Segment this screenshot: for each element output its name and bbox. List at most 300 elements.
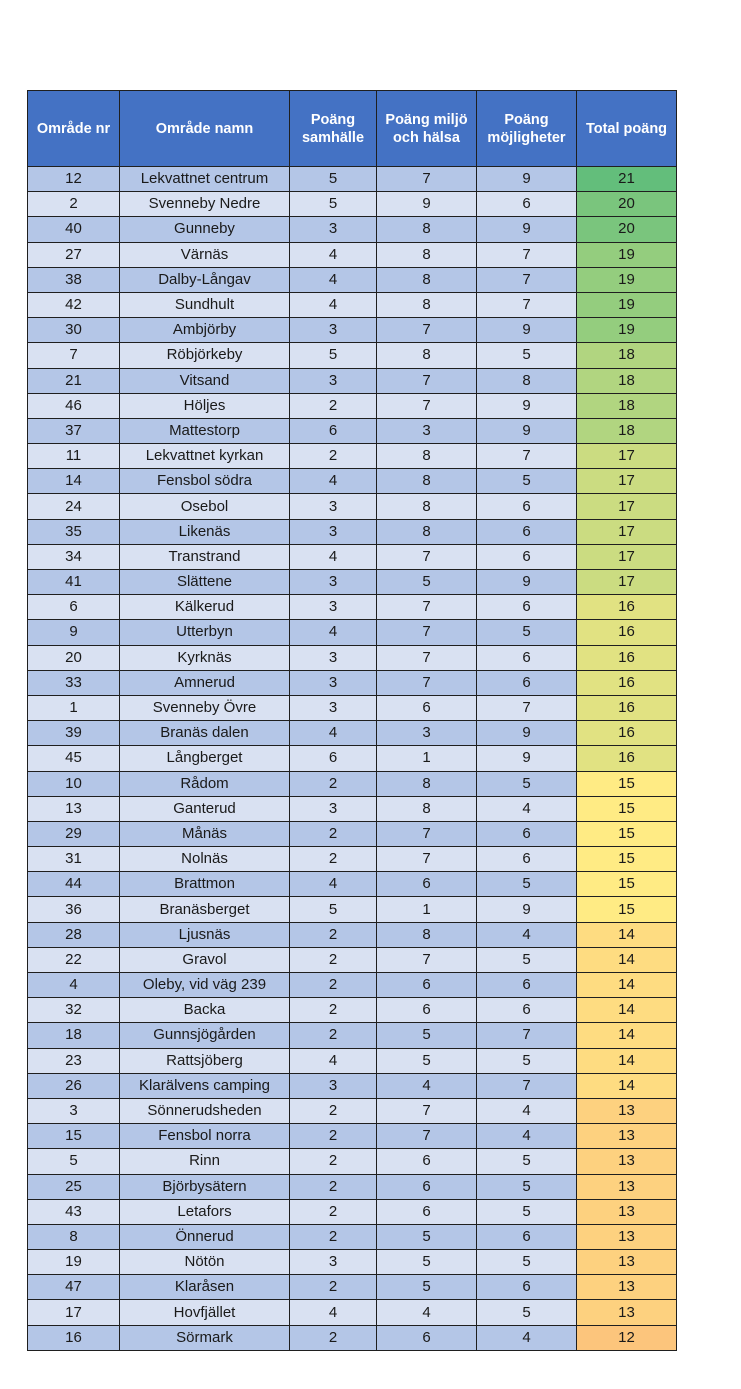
area-name-cell: Månäs: [120, 821, 290, 846]
total-score-cell: 13: [577, 1149, 677, 1174]
total-score-cell: 14: [577, 1073, 677, 1098]
table-row: [28, 973, 677, 998]
score-opportunities-cell: 7: [477, 444, 577, 469]
score-environment-health-cell: 4: [377, 1300, 477, 1325]
table-row: [28, 872, 677, 897]
area-number-cell: 22: [28, 947, 120, 972]
area-number-cell: 13: [28, 796, 120, 821]
area-name-cell: Utterbyn: [120, 620, 290, 645]
area-number-cell: 4: [28, 973, 120, 998]
score-opportunities-cell: 5: [477, 1199, 577, 1224]
table-row: [28, 242, 677, 267]
table-body: [28, 167, 677, 1351]
score-environment-health-cell: 4: [377, 1073, 477, 1098]
score-community-cell: 6: [290, 418, 377, 443]
area-name-cell: Värnäs: [120, 242, 290, 267]
total-score-cell: 20: [577, 192, 677, 217]
area-number-cell: 20: [28, 645, 120, 670]
score-community-cell: 4: [290, 242, 377, 267]
total-score-cell: 19: [577, 267, 677, 292]
score-environment-health-cell: 7: [377, 821, 477, 846]
total-score-cell: 17: [577, 519, 677, 544]
table-row: [28, 494, 677, 519]
area-number-cell: 45: [28, 746, 120, 771]
total-score-cell: 19: [577, 318, 677, 343]
total-score-cell: 13: [577, 1174, 677, 1199]
area-number-cell: 8: [28, 1224, 120, 1249]
score-environment-health-cell: 7: [377, 167, 477, 192]
score-community-cell: 2: [290, 1098, 377, 1123]
area-name-cell: Oleby, vid väg 239: [120, 973, 290, 998]
total-score-cell: 17: [577, 570, 677, 595]
area-name-cell: Branäsberget: [120, 897, 290, 922]
table-row: [28, 645, 677, 670]
score-environment-health-cell: 6: [377, 973, 477, 998]
score-community-cell: 3: [290, 368, 377, 393]
score-opportunities-cell: 5: [477, 1149, 577, 1174]
area-number-cell: 41: [28, 570, 120, 595]
score-opportunities-cell: 9: [477, 746, 577, 771]
score-environment-health-cell: 7: [377, 847, 477, 872]
area-name-cell: Nolnäs: [120, 847, 290, 872]
score-environment-health-cell: 8: [377, 771, 477, 796]
table-row: [28, 1250, 677, 1275]
score-environment-health-cell: 7: [377, 620, 477, 645]
area-name-cell: Nötön: [120, 1250, 290, 1275]
area-name-cell: Sörmark: [120, 1325, 290, 1350]
total-score-cell: 19: [577, 292, 677, 317]
score-environment-health-cell: 7: [377, 947, 477, 972]
header-score-community: Poäng samhälle: [290, 91, 377, 167]
score-environment-health-cell: 7: [377, 645, 477, 670]
area-name-cell: Svenneby Nedre: [120, 192, 290, 217]
area-number-cell: 34: [28, 544, 120, 569]
table-row: [28, 318, 677, 343]
score-opportunities-cell: 6: [477, 847, 577, 872]
table-row: [28, 620, 677, 645]
header-row: [28, 91, 677, 167]
table-row: [28, 167, 677, 192]
score-opportunities-cell: 9: [477, 897, 577, 922]
score-community-cell: 3: [290, 519, 377, 544]
header-score-environment-health: Poäng miljö och hälsa: [377, 91, 477, 167]
score-environment-health-cell: 8: [377, 922, 477, 947]
score-environment-health-cell: 5: [377, 1023, 477, 1048]
score-community-cell: 3: [290, 645, 377, 670]
score-opportunities-cell: 4: [477, 1325, 577, 1350]
area-number-cell: 38: [28, 267, 120, 292]
score-environment-health-cell: 8: [377, 267, 477, 292]
table-row: [28, 746, 677, 771]
area-number-cell: 37: [28, 418, 120, 443]
score-community-cell: 4: [290, 620, 377, 645]
score-opportunities-cell: 5: [477, 1048, 577, 1073]
area-name-cell: Vitsand: [120, 368, 290, 393]
area-number-cell: 29: [28, 821, 120, 846]
table-row: [28, 1199, 677, 1224]
area-name-cell: Rattsjöberg: [120, 1048, 290, 1073]
score-environment-health-cell: 7: [377, 670, 477, 695]
score-opportunities-cell: 7: [477, 1023, 577, 1048]
table-row: [28, 217, 677, 242]
total-score-cell: 14: [577, 998, 677, 1023]
score-community-cell: 5: [290, 343, 377, 368]
total-score-cell: 13: [577, 1224, 677, 1249]
area-number-cell: 16: [28, 1325, 120, 1350]
score-environment-health-cell: 5: [377, 570, 477, 595]
score-opportunities-cell: 7: [477, 242, 577, 267]
table-row: [28, 267, 677, 292]
total-score-cell: 14: [577, 1023, 677, 1048]
total-score-cell: 16: [577, 645, 677, 670]
score-environment-health-cell: 7: [377, 393, 477, 418]
area-name-cell: Klaråsen: [120, 1275, 290, 1300]
area-number-cell: 43: [28, 1199, 120, 1224]
area-name-cell: Lekvattnet kyrkan: [120, 444, 290, 469]
score-community-cell: 4: [290, 1300, 377, 1325]
score-opportunities-cell: 4: [477, 922, 577, 947]
score-opportunities-cell: 9: [477, 570, 577, 595]
score-community-cell: 5: [290, 167, 377, 192]
score-environment-health-cell: 1: [377, 897, 477, 922]
area-number-cell: 40: [28, 217, 120, 242]
area-name-cell: Gunneby: [120, 217, 290, 242]
score-environment-health-cell: 7: [377, 318, 477, 343]
score-environment-health-cell: 8: [377, 494, 477, 519]
total-score-cell: 13: [577, 1250, 677, 1275]
total-score-cell: 13: [577, 1124, 677, 1149]
score-environment-health-cell: 1: [377, 746, 477, 771]
score-environment-health-cell: 8: [377, 292, 477, 317]
area-name-cell: Kyrknäs: [120, 645, 290, 670]
area-name-cell: Sundhult: [120, 292, 290, 317]
table-row: [28, 998, 677, 1023]
area-number-cell: 23: [28, 1048, 120, 1073]
area-number-cell: 47: [28, 1275, 120, 1300]
table-row: [28, 1073, 677, 1098]
score-community-cell: 3: [290, 1250, 377, 1275]
score-opportunities-cell: 6: [477, 645, 577, 670]
table-row: [28, 444, 677, 469]
total-score-cell: 16: [577, 670, 677, 695]
score-environment-health-cell: 8: [377, 796, 477, 821]
area-number-cell: 2: [28, 192, 120, 217]
score-community-cell: 2: [290, 1174, 377, 1199]
area-name-cell: Sönnerudsheden: [120, 1098, 290, 1123]
score-community-cell: 3: [290, 217, 377, 242]
score-environment-health-cell: 5: [377, 1275, 477, 1300]
total-score-cell: 18: [577, 418, 677, 443]
score-opportunities-cell: 6: [477, 192, 577, 217]
score-environment-health-cell: 8: [377, 519, 477, 544]
table-row: [28, 947, 677, 972]
area-name-cell: Transtrand: [120, 544, 290, 569]
total-score-cell: 14: [577, 922, 677, 947]
score-opportunities-cell: 5: [477, 771, 577, 796]
score-environment-health-cell: 7: [377, 1098, 477, 1123]
score-environment-health-cell: 8: [377, 217, 477, 242]
score-opportunities-cell: 6: [477, 494, 577, 519]
total-score-cell: 16: [577, 595, 677, 620]
table-row: [28, 292, 677, 317]
score-community-cell: 4: [290, 469, 377, 494]
table-row: [28, 570, 677, 595]
table-row: [28, 670, 677, 695]
score-environment-health-cell: 8: [377, 242, 477, 267]
total-score-cell: 19: [577, 242, 677, 267]
total-score-cell: 15: [577, 821, 677, 846]
area-number-cell: 11: [28, 444, 120, 469]
table-row: [28, 1149, 677, 1174]
total-score-cell: 12: [577, 1325, 677, 1350]
table-row: [28, 1048, 677, 1073]
area-name-cell: Branäs dalen: [120, 721, 290, 746]
score-community-cell: 2: [290, 1325, 377, 1350]
score-opportunities-cell: 5: [477, 947, 577, 972]
score-community-cell: 4: [290, 1048, 377, 1073]
area-number-cell: 9: [28, 620, 120, 645]
score-opportunities-cell: 9: [477, 721, 577, 746]
score-community-cell: 2: [290, 444, 377, 469]
table-row: [28, 1300, 677, 1325]
score-opportunities-cell: 4: [477, 1098, 577, 1123]
score-opportunities-cell: 7: [477, 292, 577, 317]
score-environment-health-cell: 7: [377, 368, 477, 393]
area-name-cell: Höljes: [120, 393, 290, 418]
total-score-cell: 17: [577, 444, 677, 469]
area-name-cell: Likenäs: [120, 519, 290, 544]
score-opportunities-cell: 6: [477, 998, 577, 1023]
score-environment-health-cell: 6: [377, 1149, 477, 1174]
score-community-cell: 2: [290, 1275, 377, 1300]
score-community-cell: 3: [290, 494, 377, 519]
score-community-cell: 5: [290, 192, 377, 217]
table-row: [28, 1325, 677, 1350]
score-community-cell: 3: [290, 695, 377, 720]
table-row: [28, 1275, 677, 1300]
total-score-cell: 17: [577, 469, 677, 494]
score-opportunities-cell: 6: [477, 519, 577, 544]
score-community-cell: 2: [290, 947, 377, 972]
score-environment-health-cell: 7: [377, 595, 477, 620]
score-community-cell: 4: [290, 267, 377, 292]
table-row: [28, 519, 677, 544]
score-community-cell: 2: [290, 847, 377, 872]
table-row: [28, 922, 677, 947]
total-score-cell: 14: [577, 1048, 677, 1073]
total-score-cell: 15: [577, 847, 677, 872]
total-score-cell: 16: [577, 746, 677, 771]
area-name-cell: Hovfjället: [120, 1300, 290, 1325]
table-row: [28, 847, 677, 872]
area-number-cell: 39: [28, 721, 120, 746]
area-number-cell: 21: [28, 368, 120, 393]
score-community-cell: 2: [290, 821, 377, 846]
table-row: [28, 695, 677, 720]
score-opportunities-cell: 6: [477, 973, 577, 998]
area-number-cell: 10: [28, 771, 120, 796]
total-score-cell: 15: [577, 872, 677, 897]
total-score-cell: 13: [577, 1098, 677, 1123]
header-score-opportunities: Poäng möjligheter: [477, 91, 577, 167]
area-number-cell: 18: [28, 1023, 120, 1048]
score-opportunities-cell: 4: [477, 796, 577, 821]
header-area-number: Område nr: [28, 91, 120, 167]
table-row: [28, 1124, 677, 1149]
score-environment-health-cell: 7: [377, 1124, 477, 1149]
score-environment-health-cell: 3: [377, 418, 477, 443]
header-total-score: Total poäng: [577, 91, 677, 167]
total-score-cell: 14: [577, 973, 677, 998]
area-number-cell: 3: [28, 1098, 120, 1123]
score-community-cell: 3: [290, 595, 377, 620]
score-environment-health-cell: 6: [377, 998, 477, 1023]
total-score-cell: 13: [577, 1300, 677, 1325]
score-community-cell: 4: [290, 872, 377, 897]
total-score-cell: 13: [577, 1199, 677, 1224]
score-opportunities-cell: 6: [477, 595, 577, 620]
score-opportunities-cell: 9: [477, 318, 577, 343]
score-opportunities-cell: 7: [477, 267, 577, 292]
area-number-cell: 44: [28, 872, 120, 897]
score-environment-health-cell: 6: [377, 1199, 477, 1224]
score-environment-health-cell: 8: [377, 444, 477, 469]
score-opportunities-cell: 9: [477, 418, 577, 443]
score-community-cell: 2: [290, 1199, 377, 1224]
area-number-cell: 27: [28, 242, 120, 267]
total-score-cell: 16: [577, 721, 677, 746]
area-number-cell: 15: [28, 1124, 120, 1149]
score-opportunities-cell: 9: [477, 393, 577, 418]
area-name-cell: Fensbol norra: [120, 1124, 290, 1149]
area-number-cell: 17: [28, 1300, 120, 1325]
total-score-cell: 15: [577, 897, 677, 922]
score-opportunities-cell: 5: [477, 872, 577, 897]
score-community-cell: 4: [290, 292, 377, 317]
area-number-cell: 32: [28, 998, 120, 1023]
table-row: [28, 721, 677, 746]
score-community-cell: 6: [290, 746, 377, 771]
table-row: [28, 368, 677, 393]
score-opportunities-cell: 5: [477, 1174, 577, 1199]
area-name-cell: Kälkerud: [120, 595, 290, 620]
score-opportunities-cell: 6: [477, 670, 577, 695]
area-name-cell: Röbjörkeby: [120, 343, 290, 368]
score-community-cell: 2: [290, 1224, 377, 1249]
area-name-cell: Lekvattnet centrum: [120, 167, 290, 192]
total-score-cell: 17: [577, 494, 677, 519]
score-opportunities-cell: 7: [477, 695, 577, 720]
score-opportunities-cell: 5: [477, 343, 577, 368]
area-name-cell: Brattmon: [120, 872, 290, 897]
score-opportunities-cell: 6: [477, 1275, 577, 1300]
table-row: [28, 544, 677, 569]
area-name-cell: Letafors: [120, 1199, 290, 1224]
table-row: [28, 343, 677, 368]
score-opportunities-cell: 6: [477, 1224, 577, 1249]
score-opportunities-cell: 5: [477, 469, 577, 494]
area-number-cell: 24: [28, 494, 120, 519]
header-area-name: Område namn: [120, 91, 290, 167]
score-environment-health-cell: 8: [377, 469, 477, 494]
area-name-cell: Backa: [120, 998, 290, 1023]
area-name-cell: Rådom: [120, 771, 290, 796]
score-community-cell: 2: [290, 922, 377, 947]
area-name-cell: Ambjörby: [120, 318, 290, 343]
score-community-cell: 2: [290, 973, 377, 998]
area-number-cell: 19: [28, 1250, 120, 1275]
area-number-cell: 36: [28, 897, 120, 922]
score-opportunities-cell: 4: [477, 1124, 577, 1149]
score-opportunities-cell: 5: [477, 620, 577, 645]
area-number-cell: 14: [28, 469, 120, 494]
area-name-cell: Fensbol södra: [120, 469, 290, 494]
area-number-cell: 28: [28, 922, 120, 947]
total-score-cell: 16: [577, 695, 677, 720]
table-row: [28, 1224, 677, 1249]
area-number-cell: 30: [28, 318, 120, 343]
score-community-cell: 3: [290, 670, 377, 695]
score-opportunities-cell: 5: [477, 1250, 577, 1275]
area-name-cell: Mattestorp: [120, 418, 290, 443]
score-environment-health-cell: 3: [377, 721, 477, 746]
area-number-cell: 1: [28, 695, 120, 720]
area-number-cell: 5: [28, 1149, 120, 1174]
area-name-cell: Långberget: [120, 746, 290, 771]
score-opportunities-cell: 6: [477, 544, 577, 569]
score-environment-health-cell: 8: [377, 343, 477, 368]
total-score-cell: 18: [577, 343, 677, 368]
area-number-cell: 46: [28, 393, 120, 418]
score-community-cell: 2: [290, 998, 377, 1023]
area-name-cell: Ljusnäs: [120, 922, 290, 947]
score-opportunities-cell: 7: [477, 1073, 577, 1098]
score-environment-health-cell: 6: [377, 695, 477, 720]
score-community-cell: 4: [290, 544, 377, 569]
score-opportunities-cell: 9: [477, 217, 577, 242]
area-name-cell: Rinn: [120, 1149, 290, 1174]
area-number-cell: 26: [28, 1073, 120, 1098]
area-number-cell: 33: [28, 670, 120, 695]
table-row: [28, 192, 677, 217]
area-number-cell: 12: [28, 167, 120, 192]
table-row: [28, 897, 677, 922]
score-community-cell: 3: [290, 1073, 377, 1098]
total-score-cell: 21: [577, 167, 677, 192]
table-row: [28, 1023, 677, 1048]
score-environment-health-cell: 6: [377, 872, 477, 897]
total-score-cell: 18: [577, 393, 677, 418]
score-community-cell: 3: [290, 570, 377, 595]
score-community-cell: 4: [290, 721, 377, 746]
score-environment-health-cell: 5: [377, 1048, 477, 1073]
score-community-cell: 3: [290, 318, 377, 343]
table-row: [28, 418, 677, 443]
total-score-cell: 20: [577, 217, 677, 242]
total-score-cell: 13: [577, 1275, 677, 1300]
total-score-cell: 15: [577, 771, 677, 796]
area-name-cell: Önnerud: [120, 1224, 290, 1249]
area-name-cell: Amnerud: [120, 670, 290, 695]
score-community-cell: 2: [290, 393, 377, 418]
area-name-cell: Ganterud: [120, 796, 290, 821]
table-row: [28, 469, 677, 494]
score-community-cell: 2: [290, 1149, 377, 1174]
area-number-cell: 35: [28, 519, 120, 544]
score-community-cell: 3: [290, 796, 377, 821]
area-name-cell: Osebol: [120, 494, 290, 519]
table-row: [28, 1174, 677, 1199]
